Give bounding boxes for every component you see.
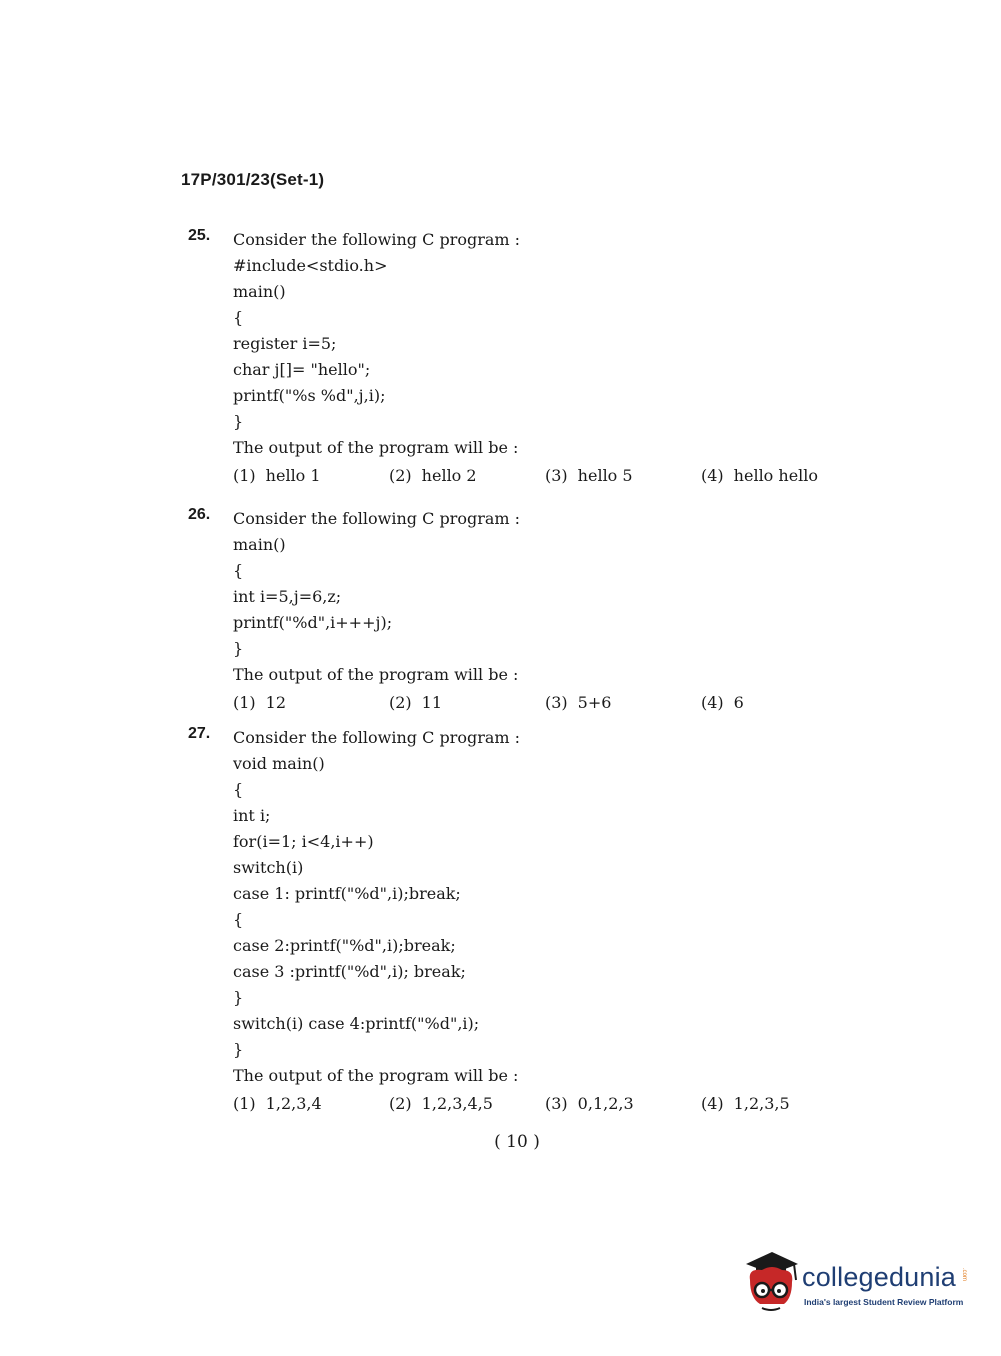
- option-4[interactable]: [701, 690, 744, 716]
- code-line: {: [233, 308, 244, 327]
- code-line: }: [233, 639, 244, 658]
- option-3[interactable]: [545, 1091, 634, 1117]
- option-number: (4): [701, 1094, 724, 1113]
- option-4[interactable]: [701, 463, 818, 489]
- option-text: 1,2,3,5: [733, 1094, 790, 1113]
- code-line: }: [233, 412, 244, 431]
- option-number: (4): [701, 693, 724, 712]
- option-1[interactable]: [233, 690, 286, 716]
- question-prompt: The output of the program will be :: [233, 665, 519, 684]
- code-line: printf("%d",i+++j);: [233, 613, 393, 632]
- option-number: (4): [701, 466, 724, 485]
- paper-code: 17P/301/23(Set-1): [181, 170, 325, 189]
- code-line: int i;: [233, 806, 271, 825]
- code-line: main(): [233, 535, 286, 554]
- question-text: Consider the following C program :: [233, 509, 521, 528]
- question-prompt: The output of the program will be :: [233, 1066, 519, 1085]
- code-line: {: [233, 780, 244, 799]
- option-number: (1): [233, 1094, 256, 1113]
- code-line: printf("%s %d",j,i);: [233, 386, 386, 405]
- option-number: (1): [233, 693, 256, 712]
- code-line: case 1: printf("%d",i);break;: [233, 884, 461, 903]
- code-line: char j[]= "hello";: [233, 360, 371, 379]
- question-number: 27.: [188, 725, 211, 742]
- collegedunia-logo: [742, 1250, 972, 1320]
- option-text: 1,2,3,4: [265, 1094, 322, 1113]
- answer-options: [233, 463, 833, 491]
- option-text: 12: [265, 693, 287, 712]
- option-number: (1): [233, 466, 256, 485]
- option-number: (3): [545, 466, 568, 485]
- question-number: 26.: [188, 506, 211, 523]
- option-text: hello 5: [577, 466, 633, 485]
- brand-tagline: India's largest Student Review Platform: [804, 1297, 964, 1307]
- question-body: [233, 227, 833, 491]
- answer-options: [233, 1091, 833, 1119]
- code-line: case 2:printf("%d",i);break;: [233, 936, 456, 955]
- option-number: (2): [389, 693, 412, 712]
- code-line: #include<stdio.h>: [233, 256, 388, 275]
- code-line: for(i=1; i<4,i++): [233, 832, 374, 851]
- code-line: case 3 :printf("%d",i); break;: [233, 962, 466, 981]
- brand-domain: .com: [961, 1268, 967, 1282]
- question-body: [233, 506, 833, 718]
- question-number: 25.: [188, 227, 211, 244]
- option-text: 1,2,3,4,5: [421, 1094, 493, 1113]
- code-line: }: [233, 988, 244, 1007]
- option-number: (2): [389, 466, 412, 485]
- code-line: void main(): [233, 754, 325, 773]
- option-1[interactable]: [233, 463, 321, 489]
- question-text: Consider the following C program :: [233, 230, 521, 249]
- option-text: 6: [733, 693, 744, 712]
- option-3[interactable]: [545, 690, 611, 716]
- option-1[interactable]: [233, 1091, 322, 1117]
- question-text: Consider the following C program :: [233, 728, 521, 747]
- option-number: (3): [545, 1094, 568, 1113]
- option-4[interactable]: [701, 1091, 790, 1117]
- option-text: 0,1,2,3: [577, 1094, 634, 1113]
- question-body: [233, 725, 833, 1119]
- option-text: 5+6: [577, 693, 612, 712]
- answer-options: [233, 690, 833, 718]
- option-text: hello hello: [733, 466, 819, 485]
- option-2[interactable]: [389, 463, 477, 489]
- code-line: {: [233, 910, 244, 929]
- option-2[interactable]: [389, 690, 442, 716]
- option-2[interactable]: [389, 1091, 493, 1117]
- option-text: hello 1: [265, 466, 321, 485]
- option-text: hello 2: [421, 466, 477, 485]
- code-line: switch(i): [233, 858, 304, 877]
- code-line: switch(i) case 4:printf("%d",i);: [233, 1014, 480, 1033]
- option-number: (2): [389, 1094, 412, 1113]
- brand-name: collegedunia: [802, 1262, 957, 1292]
- code-line: }: [233, 1040, 244, 1059]
- code-line: {: [233, 561, 244, 580]
- code-line: register i=5;: [233, 334, 337, 353]
- option-number: (3): [545, 693, 568, 712]
- option-text: 11: [421, 693, 443, 712]
- student-mascot-icon: [742, 1250, 800, 1314]
- question-prompt: The output of the program will be :: [233, 438, 519, 457]
- code-line: main(): [233, 282, 286, 301]
- code-line: int i=5,j=6,z;: [233, 587, 342, 606]
- option-3[interactable]: [545, 463, 633, 489]
- page-number: ( 10 ): [494, 1132, 540, 1152]
